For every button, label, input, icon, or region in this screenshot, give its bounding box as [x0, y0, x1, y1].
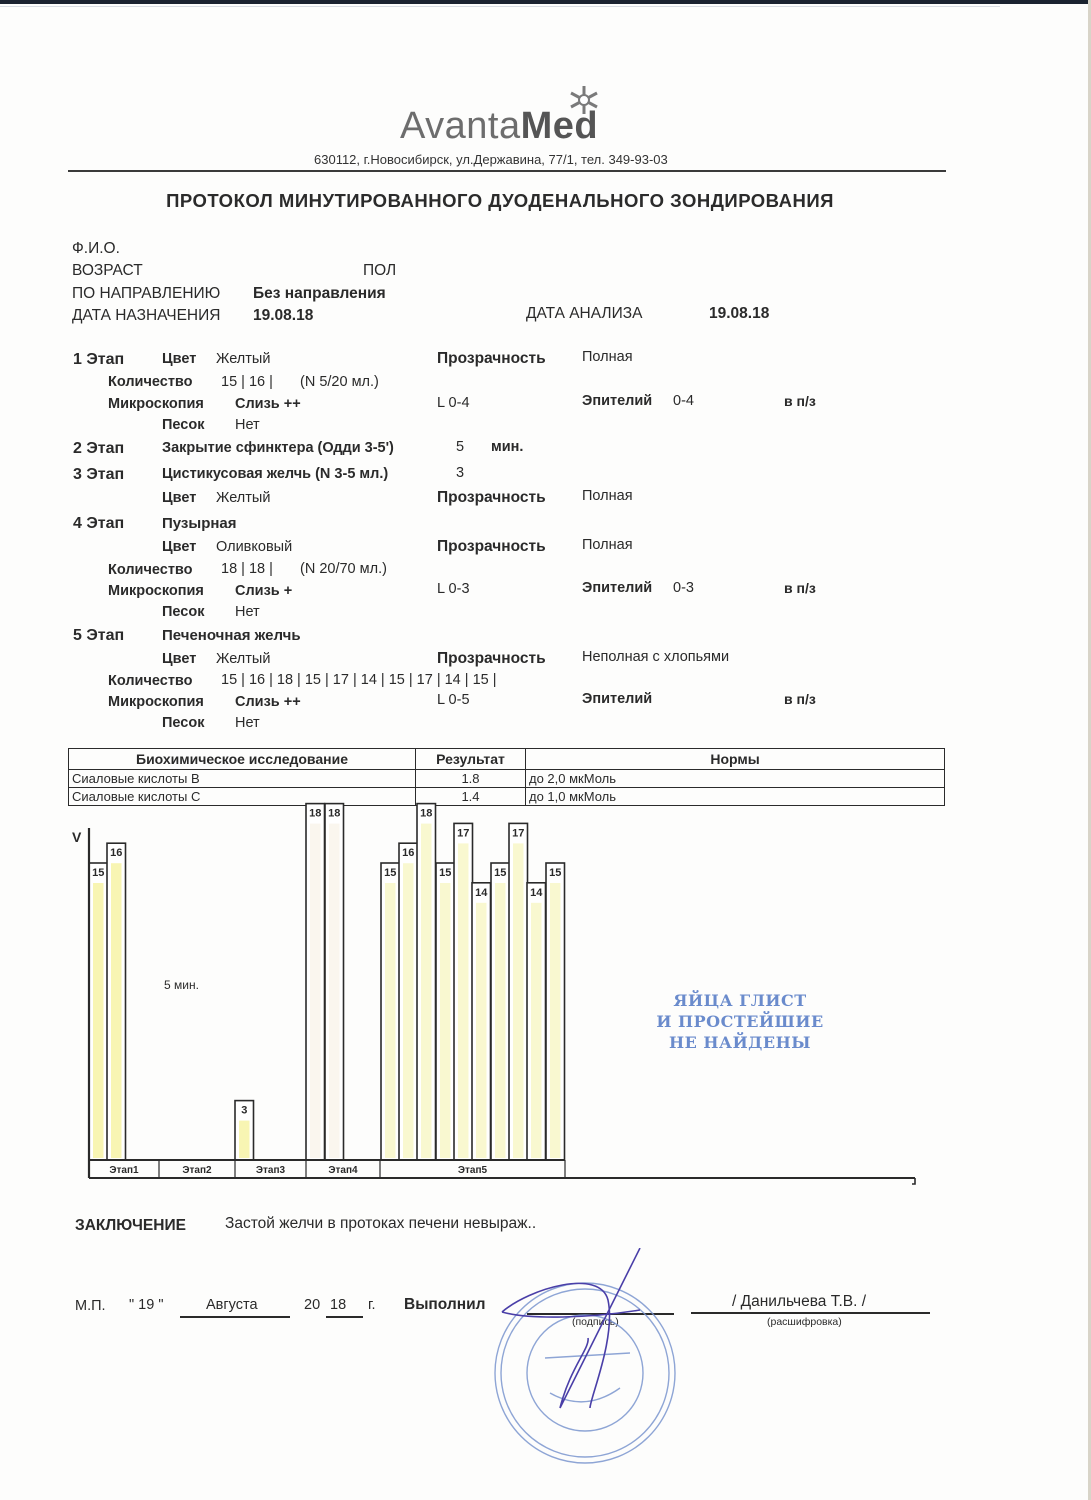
stage5-quantity-value: 15 | 16 | 18 | 15 | 17 | 14 | 15 | 17 | 14 | 15 |: [221, 672, 497, 688]
stage1-epithelium-value: 0-4: [673, 393, 694, 409]
referral-label: ПО НАПРАВЛЕНИЮ: [72, 285, 221, 302]
biochem-header-row: [69, 749, 945, 770]
stamp-line: НЕ НАЙДЕНЫ: [669, 1033, 811, 1052]
sign-month: Августа: [206, 1297, 258, 1313]
stage4-transparency-value: Полная: [582, 537, 633, 553]
stage5-color-value: Желтый: [216, 651, 271, 667]
referral-value: Без направления: [253, 285, 386, 302]
stage4-norm: (N 20/70 мл.): [300, 561, 387, 577]
biochem-result: 1.8: [416, 770, 526, 788]
logo-right: Med: [520, 105, 599, 147]
bar-value-label: 15: [384, 867, 397, 879]
bar-fill: [440, 883, 451, 1158]
stage-label: Этап2: [182, 1165, 212, 1176]
bar-value-label: 18: [328, 807, 341, 820]
bar-fill: [93, 883, 104, 1158]
bar-value-label: 15: [549, 867, 562, 879]
biochem-test-name: Сиаловые кислоты В: [69, 770, 416, 788]
stage5-sand-value: Нет: [235, 715, 260, 731]
stage1-color-label: Цвет: [162, 351, 197, 367]
stage4-per-field: в п/з: [784, 580, 816, 596]
stage4-title: 4 Этап: [73, 515, 125, 532]
analysis-date-value: 19.08.18: [709, 305, 770, 322]
stage1-per-field: в п/з: [784, 393, 816, 409]
bar-fill: [476, 903, 487, 1158]
performed-label: Выполнил: [404, 1296, 486, 1313]
stage3-description: Цистикусовая желчь (N 3-5 мл.): [162, 466, 389, 482]
chart-annotation: 5 мин.: [164, 978, 199, 992]
biochem-norm: до 1,0 мкМоль: [526, 788, 945, 806]
bar-value-label: 14: [530, 886, 543, 899]
stage5-epithelium-label: Эпителий: [582, 691, 653, 707]
stage5-description: Печеночная желчь: [162, 627, 301, 644]
biochem-table: [68, 748, 945, 806]
stage1-sand-value: Нет: [235, 417, 260, 433]
performer-name: / Данильчева Т.В. /: [732, 1293, 867, 1310]
stage5-color-label: Цвет: [162, 651, 197, 667]
stage-label: Этап1: [109, 1165, 139, 1176]
bar-value-label: 18: [420, 807, 433, 820]
scan-edge: [0, 0, 1091, 4]
bar-value-label: 18: [309, 807, 322, 820]
bar-fill: [310, 824, 321, 1158]
bar-fill: [531, 903, 542, 1158]
stage5-title: 5 Этап: [73, 627, 125, 644]
stage1-epithelium-label: Эпителий: [582, 393, 653, 409]
stage1-title: 1 Этап: [73, 351, 125, 368]
stage4-quantity-value: 18 | 18 |: [221, 561, 273, 577]
stage4-sand-value: Нет: [235, 604, 260, 620]
stage2-value: 5: [456, 439, 465, 455]
sign-year-prefix: 20: [304, 1297, 321, 1313]
logo: [400, 105, 598, 148]
bar-value-label: 17: [457, 827, 470, 840]
stamp-line: И ПРОСТЕЙШИЕ: [656, 1012, 824, 1031]
document-title: ПРОТОКОЛ МИНУТИРОВАННОГО ДУОДЕНАЛЬНОГО ЗОНДИРОВАНИЯ: [166, 190, 834, 211]
bar-value-label: 16: [402, 847, 415, 860]
stage5-sand-label: Песок: [162, 715, 205, 731]
fio-label: Ф.И.О.: [72, 240, 120, 257]
sex-label: ПОЛ: [363, 262, 397, 279]
bar-fill: [421, 824, 432, 1158]
stage3-transparency-label: Прозрачность: [437, 489, 546, 506]
biochem-norm: до 2,0 мкМоль: [526, 770, 945, 788]
bar-value-label: 15: [494, 867, 507, 879]
biochem-header-norms: Нормы: [526, 749, 945, 770]
stage1-norm: (N 5/20 мл.): [300, 374, 379, 390]
clinic-address: 630112, г.Новосибирск, ул.Державина, 77/1, тел. 349-93-03: [314, 152, 668, 167]
analysis-date-label: ДАТА АНАЛИЗА: [526, 305, 643, 322]
stage1-transparency-value: Полная: [582, 349, 633, 365]
bar-value-label: 14: [475, 886, 488, 899]
stage1-color-value: Желтый: [216, 351, 271, 367]
bar-fill: [495, 883, 506, 1158]
bar-value-label: 17: [512, 827, 525, 840]
conclusion-text: Застой желчи в протоках печени невыраж..: [225, 1215, 537, 1232]
stage-label: Этап4: [328, 1165, 358, 1176]
doctor-seal-icon: [490, 1248, 690, 1488]
sign-year-suffix: 18: [330, 1297, 347, 1313]
stage1-mucus: Слизь ++: [235, 396, 301, 412]
stage4-description: Пузырная: [162, 515, 237, 532]
stage4-leukocytes: L 0-3: [437, 581, 470, 597]
stage5-leukocytes: L 0-5: [437, 692, 470, 708]
parasite-stamp: [620, 990, 860, 1053]
sign-year-g: г.: [368, 1297, 376, 1313]
stage3-value: 3: [456, 465, 465, 481]
biochem-header-result: Результат: [416, 749, 526, 770]
stage5-mucus: Слизь ++: [235, 694, 301, 710]
year-underline: [326, 1316, 363, 1318]
conclusion-label: ЗАКЛЮЧЕНИЕ: [75, 1217, 186, 1234]
stage2-title: 2 Этап: [73, 440, 125, 457]
biochem-result: 1.4: [416, 788, 526, 806]
biochem-test-name: Сиаловые кислоты С: [69, 788, 416, 806]
stage5-transparency-value: Неполная с хлопьями: [582, 649, 730, 665]
stage4-epithelium-label: Эпителий: [582, 580, 653, 596]
month-underline: [180, 1316, 290, 1318]
stage-label: Этап3: [255, 1165, 286, 1176]
signature-caption: (подпись): [572, 1316, 619, 1328]
bar-fill: [513, 843, 524, 1158]
stage4-quantity-label: Количество: [108, 562, 193, 578]
stage3-color-value: Желтый: [216, 490, 271, 506]
stage4-sand-label: Песок: [162, 604, 205, 620]
scan-line: [0, 6, 1000, 7]
age-label: ВОЗРАСТ: [72, 262, 143, 279]
stage4-microscopy-label: Микроскопия: [108, 583, 204, 599]
header-divider: [68, 170, 946, 172]
stage4-mucus: Слизь +: [235, 583, 293, 599]
bar-fill: [385, 883, 396, 1158]
bar-value-label: 15: [92, 867, 105, 879]
stage5-per-field: в п/з: [784, 691, 816, 707]
stage5-transparency-label: Прозрачность: [437, 650, 546, 667]
bar-value-label: 15: [439, 867, 452, 879]
bar-fill: [458, 843, 469, 1158]
mp-label: М.П.: [75, 1298, 106, 1314]
stage1-quantity-label: Количество: [108, 374, 193, 390]
biochem-header-test: Биохимическое исследование: [69, 749, 416, 770]
stage1-quantity-value: 15 | 16 |: [221, 374, 273, 390]
stage4-color-value: Оливковый: [216, 539, 293, 555]
logo-left: Avanta: [400, 105, 521, 147]
stage2-unit: мин.: [491, 439, 524, 455]
stage1-microscopy-label: Микроскопия: [108, 396, 204, 412]
stage3-color-label: Цвет: [162, 490, 197, 506]
stage-label: Этап5: [457, 1165, 488, 1176]
stage1-transparency-label: Прозрачность: [437, 350, 546, 367]
bar-fill: [403, 863, 414, 1158]
assign-date-label: ДАТА НАЗНАЧЕНИЯ: [72, 307, 221, 324]
stage3-title: 3 Этап: [73, 466, 125, 483]
stage4-color-label: Цвет: [162, 539, 197, 555]
stage1-sand-label: Песок: [162, 417, 205, 433]
stage4-transparency-label: Прозрачность: [437, 538, 546, 555]
table-row: [69, 770, 945, 788]
stage4-epithelium-value: 0-3: [673, 580, 694, 596]
sign-day: " 19 ": [129, 1297, 164, 1313]
bar-fill: [239, 1121, 250, 1158]
bar-value-label: 16: [110, 847, 123, 860]
bar-value-label: 3: [241, 1104, 248, 1117]
stage1-leukocytes: L 0-4: [437, 395, 470, 411]
bar-fill: [550, 883, 561, 1158]
stage3-transparency-value: Полная: [582, 488, 633, 504]
stage5-quantity-label: Количество: [108, 673, 193, 689]
bar-fill: [111, 863, 122, 1158]
name-line: [691, 1312, 930, 1314]
stage5-microscopy-label: Микроскопия: [108, 694, 204, 710]
bar-fill: [329, 824, 340, 1158]
stamp-line: ЯЙЦА ГЛИСТ: [673, 991, 807, 1010]
y-axis-label: V: [72, 829, 82, 845]
stage2-description: Закрытие сфинктера (Одди 3-5'): [162, 440, 394, 456]
name-caption: (расшифровка): [767, 1316, 842, 1328]
assign-date-value: 19.08.18: [253, 307, 314, 324]
